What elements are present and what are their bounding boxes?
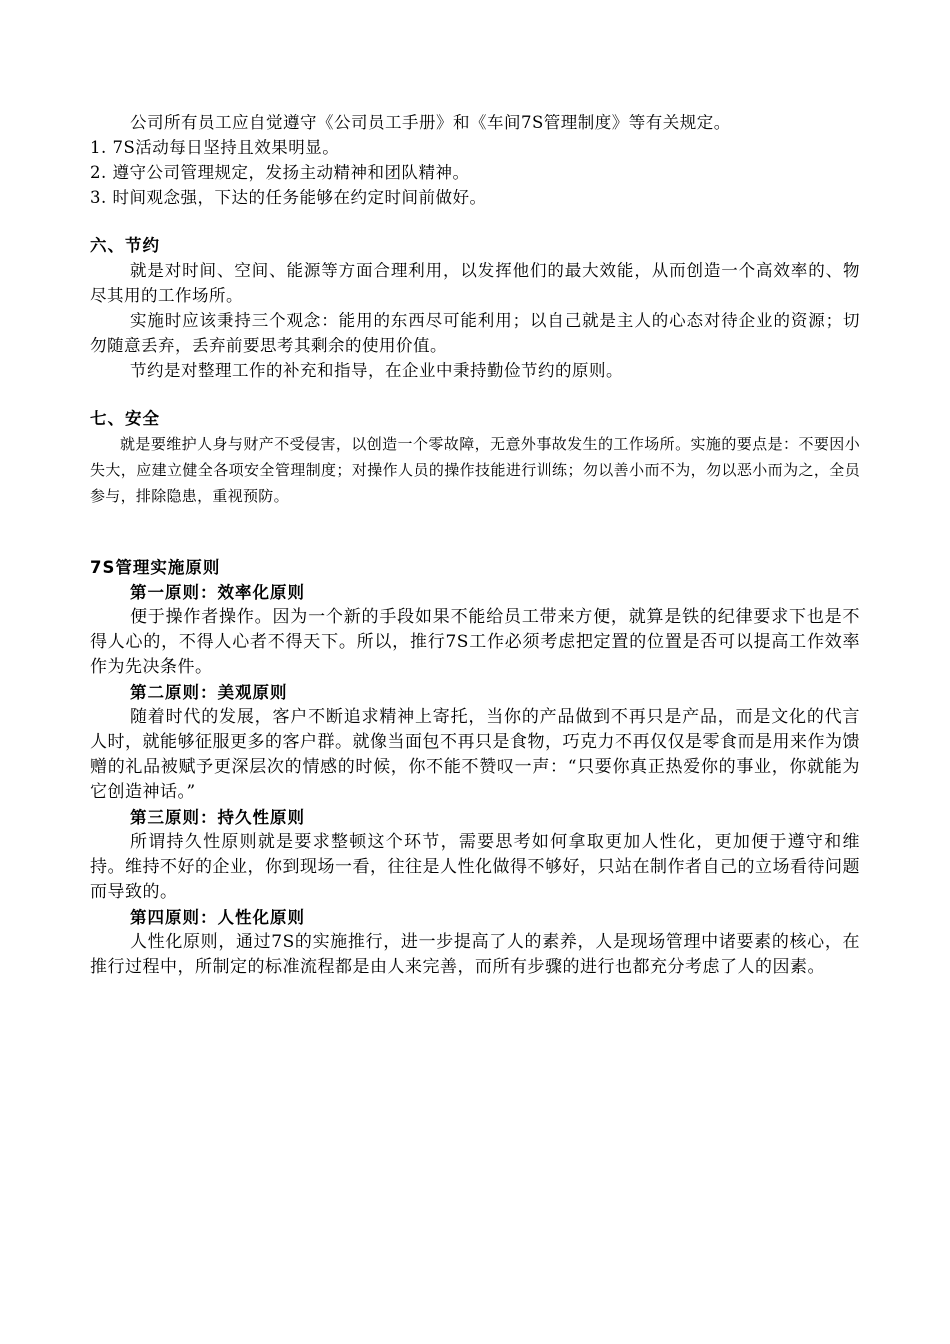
section-paragraph: 实施时应该秉持三个观念：能用的东西尽可能利用；以自己就是主人的心态对待企业的资源；切勿随意丢弃，丢弃前要思考其剩余的使用价值。: [90, 311, 860, 355]
section-heading-saving: 六、节约: [90, 236, 160, 255]
intro-list: [90, 135, 860, 210]
principle-text: 随着时代的发展，客户不断追求精神上寄托，当你的产品做到不再只是产品，而是文化的代言人时，就能够征服更多的客户群。就像当面包不再只是食物，巧克力不再仅仅是零食而是用来作为馈赠的礼品被赋予更深层次的情感的时候，你不能不赞叹一声：“只要你真正热爱你的事业，你就能为它创造神话。”: [90, 707, 860, 802]
list-item: 2. 遵守公司管理规定，发扬主动精神和团队精神。: [90, 163, 470, 182]
principles-heading: 7S管理实施原则: [90, 558, 221, 577]
section-paragraph: 就是要维护人身与财产不受侵害，以创造一个零故障，无意外事故发生的工作场所。实施的要点是：不要因小失大，应建立健全各项安全管理制度；对操作人员的操作技能进行训练；勿以善小而不为，勿以恶小而为之，全员参与，排除隐患，重视预防。: [90, 435, 860, 505]
intro-paragraph: 公司所有员工应自觉遵守《公司员工手册》和《车间7S管理制度》等有关规定。: [130, 113, 731, 132]
principle-text: 所谓持久性原则就是要求整顿这个环节，需要思考如何拿取更加人性化，更加便于遵守和维持。维持不好的企业，你到现场一看，往往是人性化做得不够好，只站在制作者自己的立场看待问题而导致的。: [90, 832, 860, 902]
principle-title: 第四原则：人性化原则: [130, 908, 305, 927]
section-paragraph: 就是对时间、空间、能源等方面合理利用，以发挥他们的最大效能，从而创造一个高效率的、物尽其用的工作场所。: [90, 261, 860, 305]
section-paragraph: 节约是对整理工作的补充和指导，在企业中秉持勤俭节约的原则。: [130, 361, 623, 380]
principle-text: 人性化原则，通过7S的实施推行，进一步提高了人的素养，人是现场管理中诸要素的核心，在推行过程中，所制定的标准流程都是由人来完善，而所有步骤的进行也都充分考虑了人的因素。: [90, 932, 860, 977]
spacer: [90, 509, 860, 555]
principle-text: 便于操作者操作。因为一个新的手段如果不能给员工带来方便，就算是铁的纪律要求下也是不得人心的，不得人心者不得天下。所以，推行7S工作必须考虑把定置的位置是否可以提高工作效率作为先决条件。: [90, 607, 860, 677]
list-item: 3. 时间观念强，下达的任务能够在约定时间前做好。: [90, 188, 487, 207]
principle-title: 第二原则：美观原则: [130, 683, 288, 702]
principle-title: 第三原则：持久性原则: [130, 808, 305, 827]
document-page: [90, 110, 860, 980]
section-heading-safety: 七、安全: [90, 409, 160, 428]
spacer: [90, 210, 860, 233]
principle-title: 第一原则：效率化原则: [130, 583, 305, 602]
list-item: 1. 7S活动每日坚持且效果明显。: [90, 138, 340, 157]
spacer: [90, 383, 860, 406]
